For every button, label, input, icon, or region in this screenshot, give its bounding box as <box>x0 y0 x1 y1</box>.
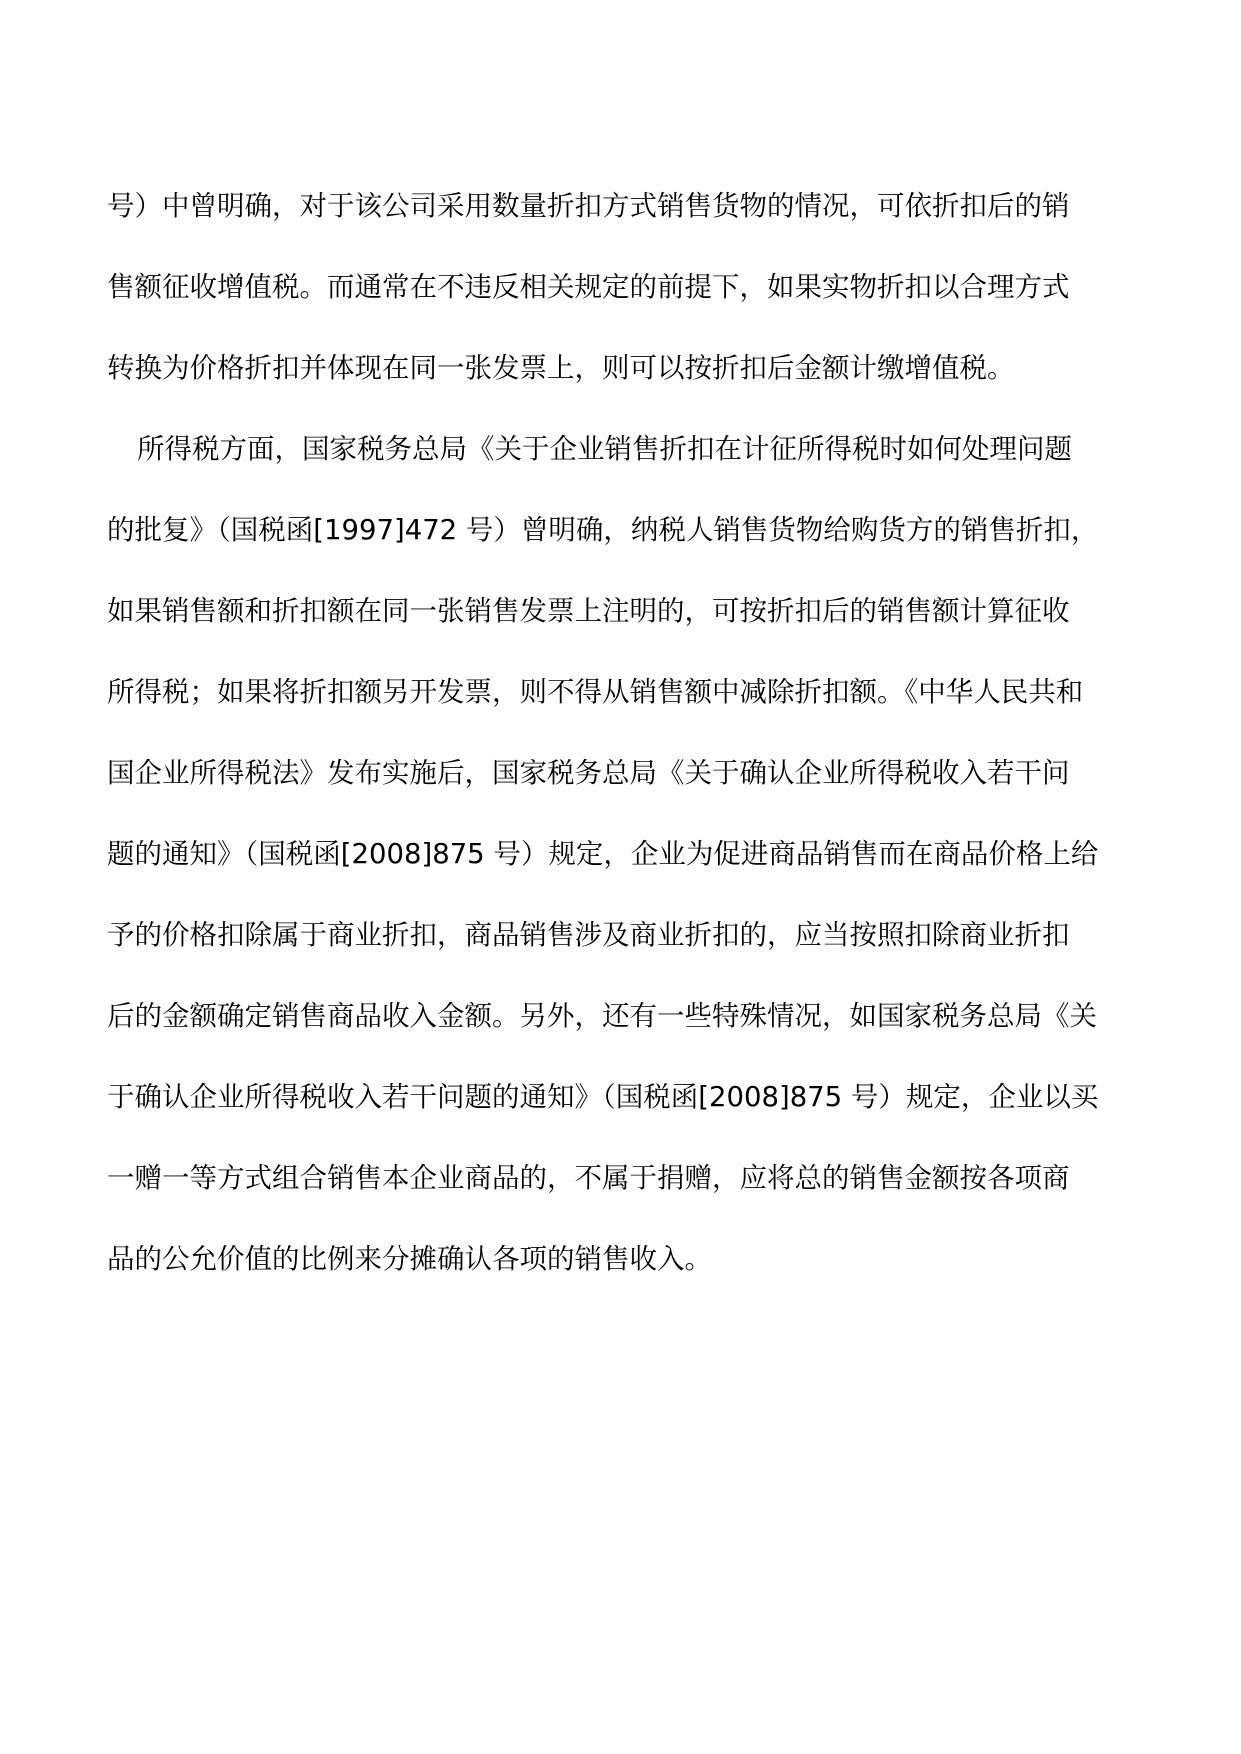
text-line: 一赠一等方式组合销售本企业商品的，不属于捐赠，应将总的销售金额按各项商 <box>107 1162 1070 1194</box>
text-line: 题的通知》（国税函[2008]875 号）规定，企业为促进商品销售而在商品价格上给 <box>107 838 1099 870</box>
text-line: 号）中曾明确，对于该公司采用数量折扣方式销售货物的情况，可依折扣后的销 <box>107 190 1070 222</box>
text-line: 所得税；如果将折扣额另开发票，则不得从销售额中减除折扣额。《中华人民共和 <box>107 676 1084 708</box>
text-line: 的批复》（国税函[1997]472 号）曾明确，纳税人销售货物给购货方的销售折扣， <box>107 514 1099 546</box>
text-line: 后的金额确定销售商品收入金额。另外，还有一些特殊情况，如国家税务总局《关 <box>107 1000 1097 1032</box>
text-line: 予的价格扣除属于商业折扣，商品销售涉及商业折扣的，应当按照扣除商业折扣 <box>107 919 1070 951</box>
text-line: 品的公允价值的比例来分摊确认各项的销售收入。 <box>107 1243 712 1275</box>
text-line: 于确认企业所得税收入若干问题的通知》（国税函[2008]875 号）规定，企业以买 <box>107 1081 1099 1113</box>
text-line: 国企业所得税法》发布实施后，国家税务总局《关于确认企业所得税收入若干问 <box>107 757 1070 789</box>
text-line: 转换为价格折扣并体现在同一张发票上，则可以按折扣后金额计缴增值税。 <box>107 352 1015 384</box>
paragraph-start-line: 所得税方面，国家税务总局《关于企业销售折扣在计征所得税时如何处理问题 <box>137 433 1072 465</box>
text-line: 售额征收增值税。而通常在不违反相关规定的前提下，如果实物折扣以合理方式 <box>107 271 1070 303</box>
text-line: 如果销售额和折扣额在同一张销售发票上注明的，可按折扣后的销售额计算征收 <box>107 595 1070 627</box>
body-text <box>107 166 1137 1300</box>
